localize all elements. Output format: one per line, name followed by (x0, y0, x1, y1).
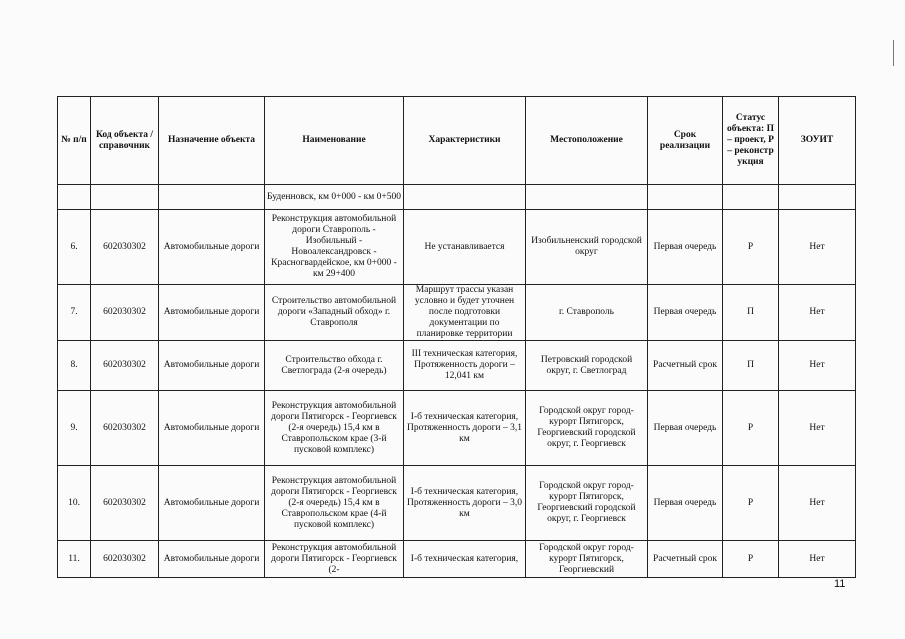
cell-code: 602030302 (91, 341, 159, 391)
cell-location: г. Ставрополь (526, 285, 648, 341)
cell-purpose: Автомобильные дороги (159, 341, 265, 391)
cell-num: 9. (58, 391, 91, 466)
table-row (58, 391, 856, 466)
cell-purpose: Автомобильные дороги (159, 466, 265, 541)
cell-zouit: Нет (779, 466, 856, 541)
table-row (58, 185, 856, 210)
cell-purpose: Автомобильные дороги (159, 285, 265, 341)
cell-characteristics: I-б техническая категория, Протяженность дороги – 3,1 км (404, 391, 526, 466)
cell-num: 8. (58, 341, 91, 391)
cell-location (526, 185, 648, 210)
cell-status (723, 185, 779, 210)
table-row (58, 210, 856, 285)
cell-num (58, 185, 91, 210)
cell-zouit: Нет (779, 391, 856, 466)
header-code: Код объекта / справочник (91, 97, 159, 185)
cell-location: Городской округ город-курорт Пятигорск, Георгиевский городской округ, г. Георгиевск (526, 391, 648, 466)
cell-num: 6. (58, 210, 91, 285)
cell-purpose: Автомобильные дороги (159, 391, 265, 466)
cell-code: 602030302 (91, 466, 159, 541)
cell-characteristics: Маршрут трассы указан условно и будет уточнен после подготовки документации по планировке территории (404, 285, 526, 341)
cell-code: 602030302 (91, 541, 159, 578)
cell-term: Расчетный срок (648, 541, 723, 578)
cell-characteristics: Не устанавливается (404, 210, 526, 285)
header-characteristics: Характеристики (404, 97, 526, 185)
header-num: № п/п (58, 97, 91, 185)
cell-location: Городской округ город-курорт Пятигорск, Георгиевский (526, 541, 648, 578)
header-row (58, 97, 856, 185)
cell-status: П (723, 341, 779, 391)
cell-location: Петровский городской округ, г. Светлоград (526, 341, 648, 391)
cell-purpose: Автомобильные дороги (159, 541, 265, 578)
cell-location: Городской округ город-курорт Пятигорск, Георгиевский городской округ, г. Георгиевск (526, 466, 648, 541)
cell-status: Р (723, 391, 779, 466)
page-number: 11 (834, 578, 846, 590)
table-row (58, 341, 856, 391)
cell-term: Первая очередь (648, 391, 723, 466)
cell-name: Буденновск, км 0+000 - км 0+500 (265, 185, 404, 210)
cell-name: Реконструкция автомобильной дороги Пятигорск - Георгиевск (2-я очередь) 15,4 км в Ставропольском крае (3-й пусковой комплекс) (265, 391, 404, 466)
cell-purpose (159, 185, 265, 210)
cell-num: 11. (58, 541, 91, 578)
cell-zouit: Нет (779, 210, 856, 285)
cell-name: Реконструкция автомобильной дороги Пятигорск - Георгиевск (2-я очередь) 15,4 км в Ставропольском крае (4-й пусковой комплекс) (265, 466, 404, 541)
cell-term: Первая очередь (648, 285, 723, 341)
scan-edge-mark (893, 40, 894, 66)
cell-code: 602030302 (91, 210, 159, 285)
cell-name: Строительство обхода г. Светлограда (2-я очередь) (265, 341, 404, 391)
table-row (58, 285, 856, 341)
cell-characteristics: I-б техническая категория, Протяженность дороги – 3,0 км (404, 466, 526, 541)
cell-status: Р (723, 541, 779, 578)
cell-code: 602030302 (91, 391, 159, 466)
table-row (58, 466, 856, 541)
cell-zouit: Нет (779, 285, 856, 341)
header-location: Местоположение (526, 97, 648, 185)
header-zouit: ЗОУИТ (779, 97, 856, 185)
cell-zouit: Нет (779, 541, 856, 578)
cell-status: Р (723, 466, 779, 541)
cell-code (91, 185, 159, 210)
cell-status: П (723, 285, 779, 341)
cell-zouit: Нет (779, 341, 856, 391)
cell-code: 602030302 (91, 285, 159, 341)
cell-characteristics: I-б техническая категория, (404, 541, 526, 578)
objects-table (57, 96, 856, 578)
cell-term: Первая очередь (648, 466, 723, 541)
header-status: Статус объекта: П – проект, Р – реконстр укция (723, 97, 779, 185)
header-purpose: Назначение объекта (159, 97, 265, 185)
cell-term: Первая очередь (648, 210, 723, 285)
cell-purpose: Автомобильные дороги (159, 210, 265, 285)
cell-num: 7. (58, 285, 91, 341)
cell-term: Расчетный срок (648, 341, 723, 391)
cell-name: Реконструкция автомобильной дороги Пятигорск - Георгиевск (2- (265, 541, 404, 578)
header-name: Наименование (265, 97, 404, 185)
cell-characteristics: III техническая категория, Протяженность дороги – 12,041 км (404, 341, 526, 391)
cell-term (648, 185, 723, 210)
header-term: Срок реализации (648, 97, 723, 185)
cell-characteristics (404, 185, 526, 210)
cell-num: 10. (58, 466, 91, 541)
cell-location: Изобильненский городской округ (526, 210, 648, 285)
cell-name: Реконструкция автомобильной дороги Ставрополь - Изобильный - Новоалександровск - Красногвардейское, км 0+000 - км 29+400 (265, 210, 404, 285)
cell-zouit (779, 185, 856, 210)
cell-status: Р (723, 210, 779, 285)
table-row (58, 541, 856, 578)
cell-name: Строительство автомобильной дороги «Западный обход» г. Ставрополя (265, 285, 404, 341)
